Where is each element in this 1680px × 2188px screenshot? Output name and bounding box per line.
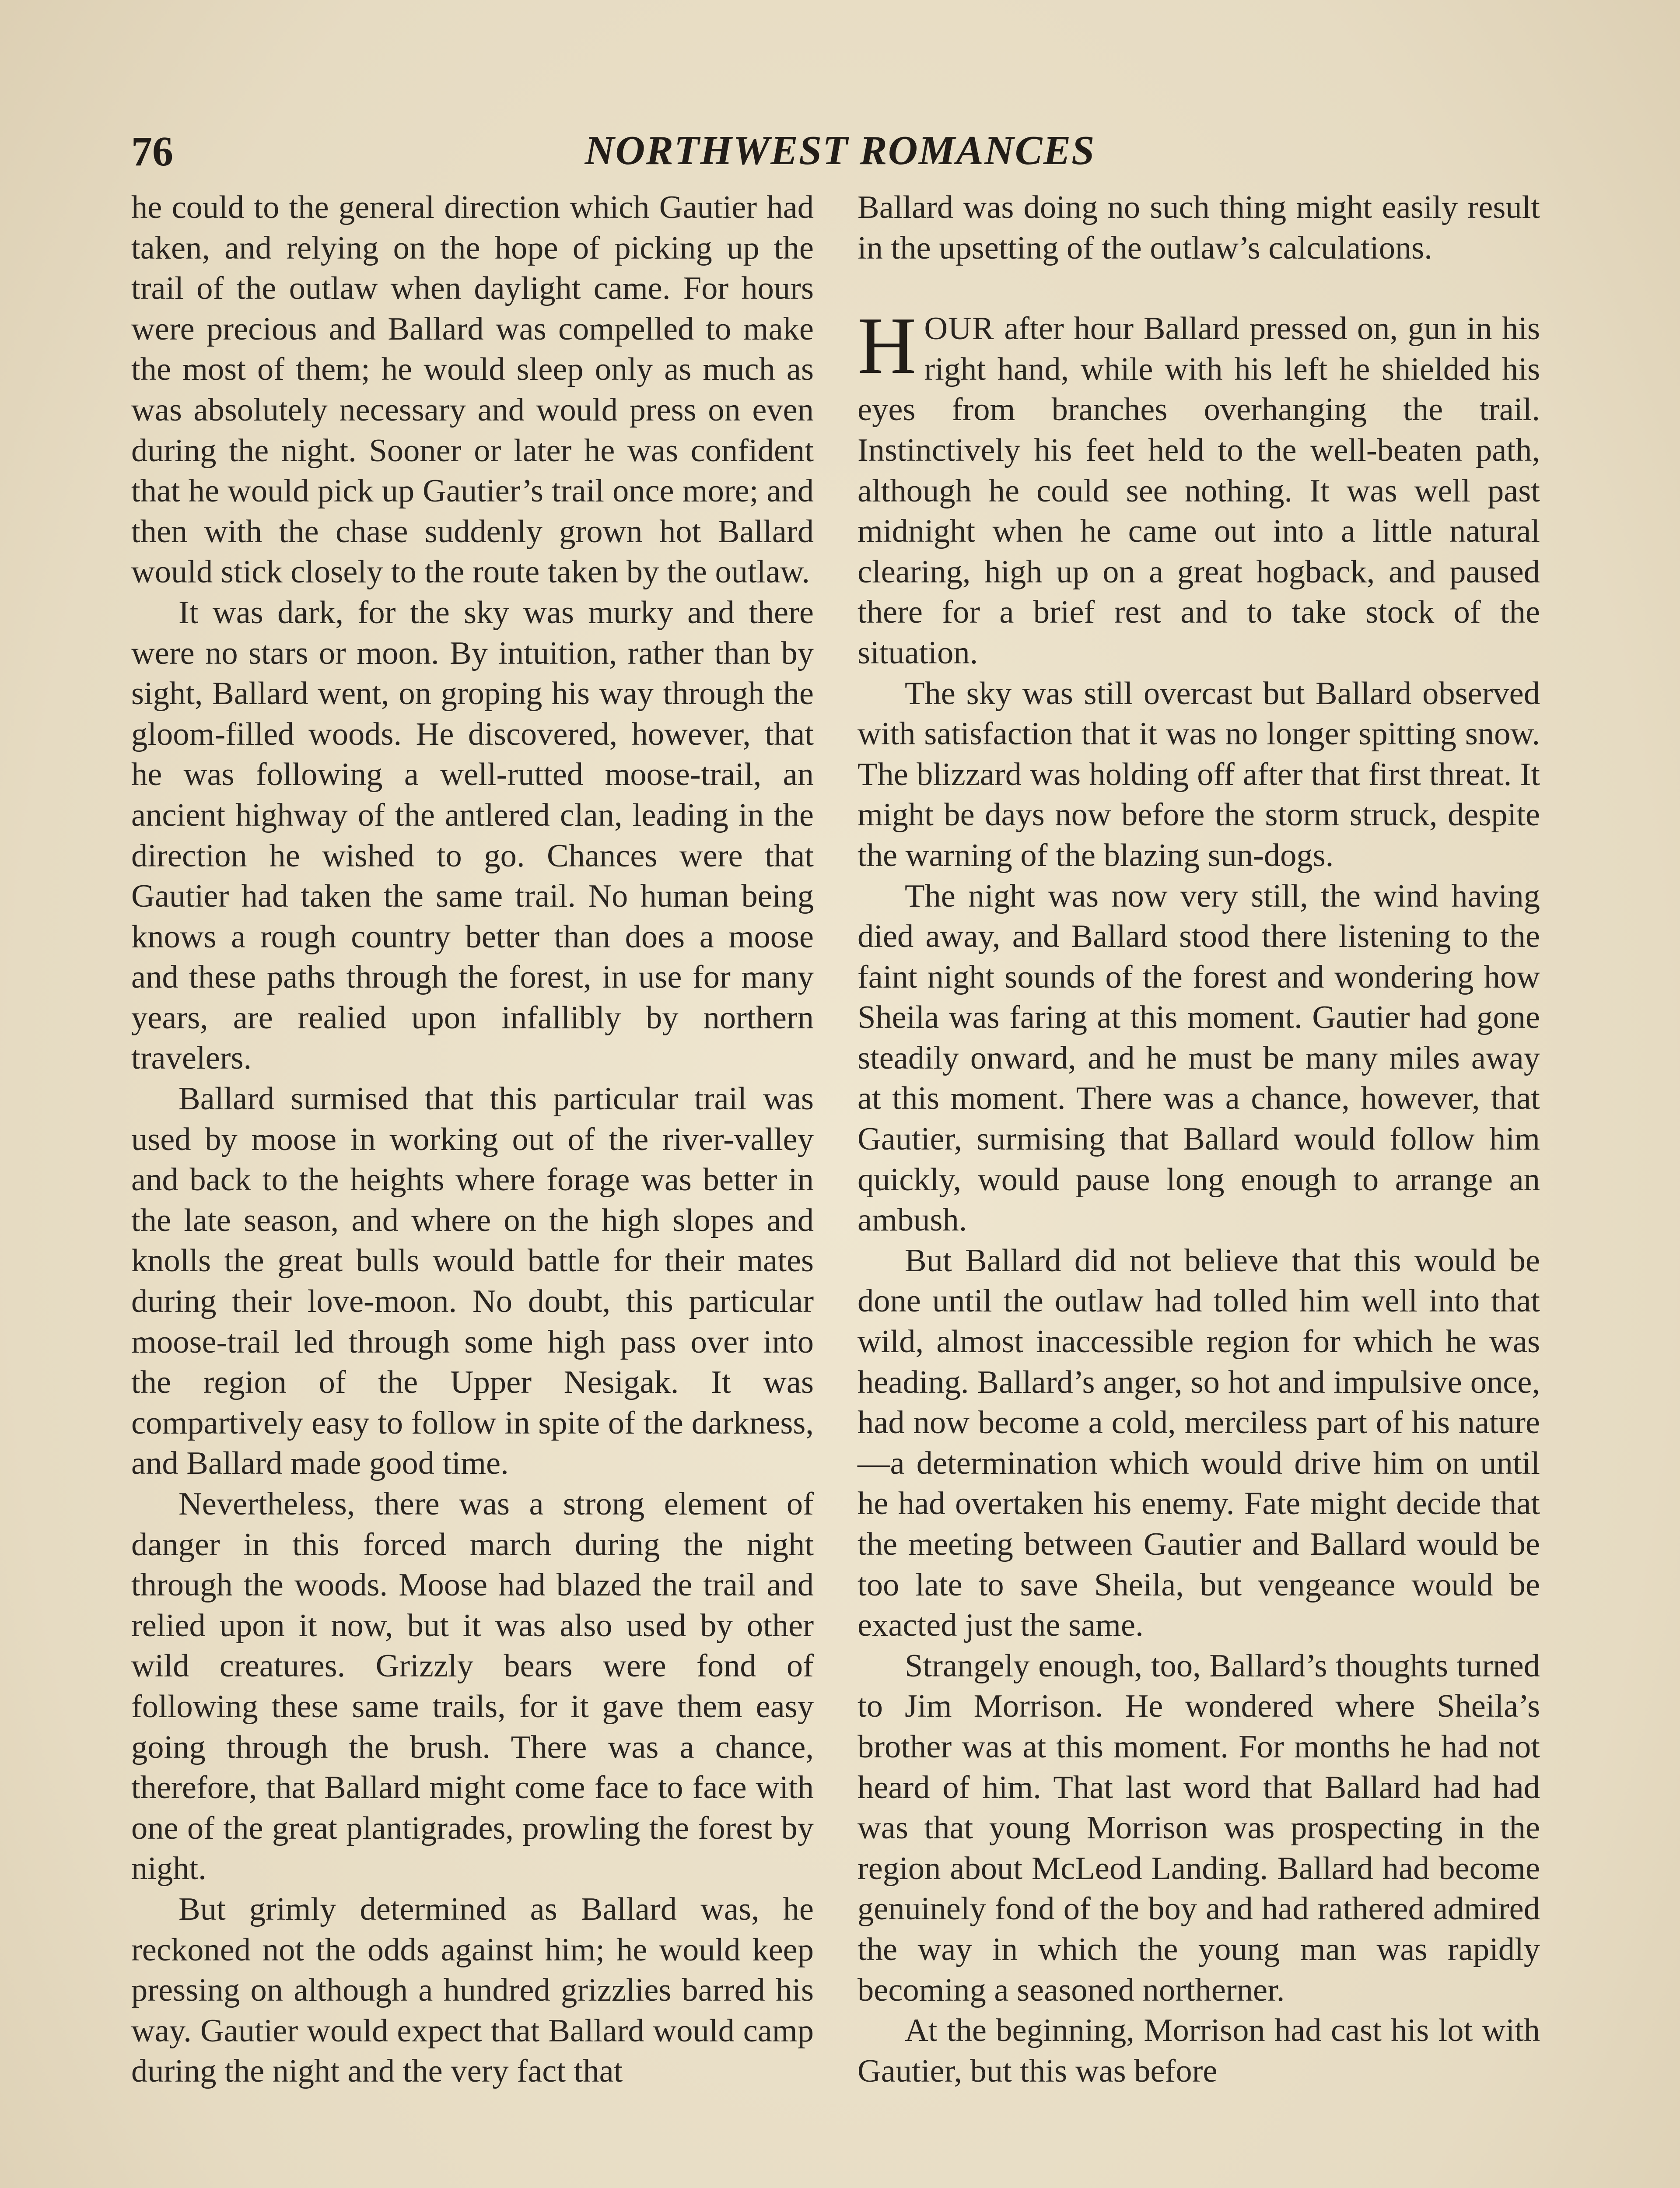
small-caps-lead: OUR xyxy=(924,311,994,347)
paragraph: The night was now very still, the wind having died away, and Ballard stood there listening to the faint night sounds of the forest and wondering how Sheila was faring at this moment. Gautier had gone steadily onward, and he must be many miles away at this moment. There was a chance, however, that Gautier, surmising that Ballard would follow him quickly, would pause long enough to arrange an ambush. xyxy=(858,878,1540,1238)
paragraph: Ballard surmised that this particular trail was used by moose in working out of the river-valley and back to the heights where forage was better in the late season, and where on the high slopes and knolls the great bulls would battle for their mates during their love-moon. No doubt, this particular moose-trail led through some high pass over into the region of the Upper Nesigak. It was compartively easy to follow in spite of the darkness, and Ballard made good time. xyxy=(131,1081,814,1482)
paragraph: Ballard was doing no such thing might easily result in the upsetting of the outlaw’s calculations. xyxy=(858,189,1540,266)
drop-cap: H xyxy=(858,301,917,391)
paragraph: he could to the general direction which Gautier had taken, and relying on the hope of picking up the trail of the outlaw when daylight came. For hours were precious and Ballard was compelled to make the most of them; he would sleep only as much as was absolutely necessary and would press on even during the night. Sooner or later he was confident that he would pick up Gautier’s trail once more; and then with the chase suddenly grown hot Ballard would stick closely to the route taken by the outlaw. xyxy=(131,189,814,590)
paragraph: The sky was still overcast but Ballard observed with satisfaction that it was no longer spitting snow. The blizzard was holding off after that first threat. It might be days now before the storm struck, despite the warning of the blazing sun-dogs. xyxy=(858,675,1540,873)
paragraph: But grimly determined as Ballard was, he reckoned not the odds against him; he would keep pressing on although a hundred grizzlies barred his way. Gautier would expect that Ballard would camp during the night and the very fact that xyxy=(131,1891,814,2090)
page-header xyxy=(131,127,1549,188)
running-title: NORTHWEST ROMANCES xyxy=(584,128,1096,173)
page-number: 76 xyxy=(131,128,173,175)
paragraph: Nevertheless, there was a strong element of danger in this forced march during the night through the woods. Moose had blazed the trail and relied upon it now, but it was also used by other wild creatures. Grizzly bears were fond of following these same trails, for it gave them easy going through the brush. There was a chance, therefore, that Ballard might come face to face with one of the great plantigrades, prowling the forest by night. xyxy=(131,1486,814,1887)
section-opening-paragraph xyxy=(858,301,1540,673)
paragraph: At the beginning, Morrison had cast his lot with Gautier, but this was before xyxy=(858,2013,1540,2089)
paragraph-text: after hour Ballard pressed on, gun in his right hand, while with his left he shielded his eyes from branches overhanging the trail. Instinctively his feet held to the well-beaten path, although he could see nothing. It was well past midnight when he came out into a little natural clearing, high up on a great hogback, and paused there for a brief rest and to take stock of the situation. xyxy=(858,311,1540,671)
right-column xyxy=(858,187,1540,2091)
paragraph: But Ballard did not believe that this would be done until the outlaw had tolled him well into that wild, almost inaccessible region for which he was heading. Ballard’s anger, so hot and impulsive once, had now become a cold, merciless part of his nature—a determination which would drive him on until he had overtaken his enemy. Fate might decide that the meeting between Gautier and Ballard would be too late to save Sheila, but vengeance would be exacted just the same. xyxy=(858,1242,1540,1644)
paragraph: Strangely enough, too, Ballard’s thoughts turned to Jim Morrison. He wondered where Sheila’s brother was at this moment. For months he had not heard of him. That last word that Ballard had had was that young Morrison was prospecting in the region about McLeod Landing. Ballard had become genuinely fond of the boy and had rathered admired the way in which the young man was rapidly becoming a seasoned northerner. xyxy=(858,1648,1540,2008)
paragraph: It was dark, for the sky was murky and there were no stars or moon. By intuition, rather than by sight, Ballard went, on groping his way through the gloom-filled woods. He discovered, however, that he was following a well-rutted moose-trail, an ancient highway of the antlered clan, leading in the direction he wished to go. Chances were that Gautier had taken the same trail. No human being knows a rough country better than does a moose and these paths through the forest, in use for many years, are realied upon infallibly by northern travelers. xyxy=(131,594,814,1076)
left-column xyxy=(131,187,814,2092)
